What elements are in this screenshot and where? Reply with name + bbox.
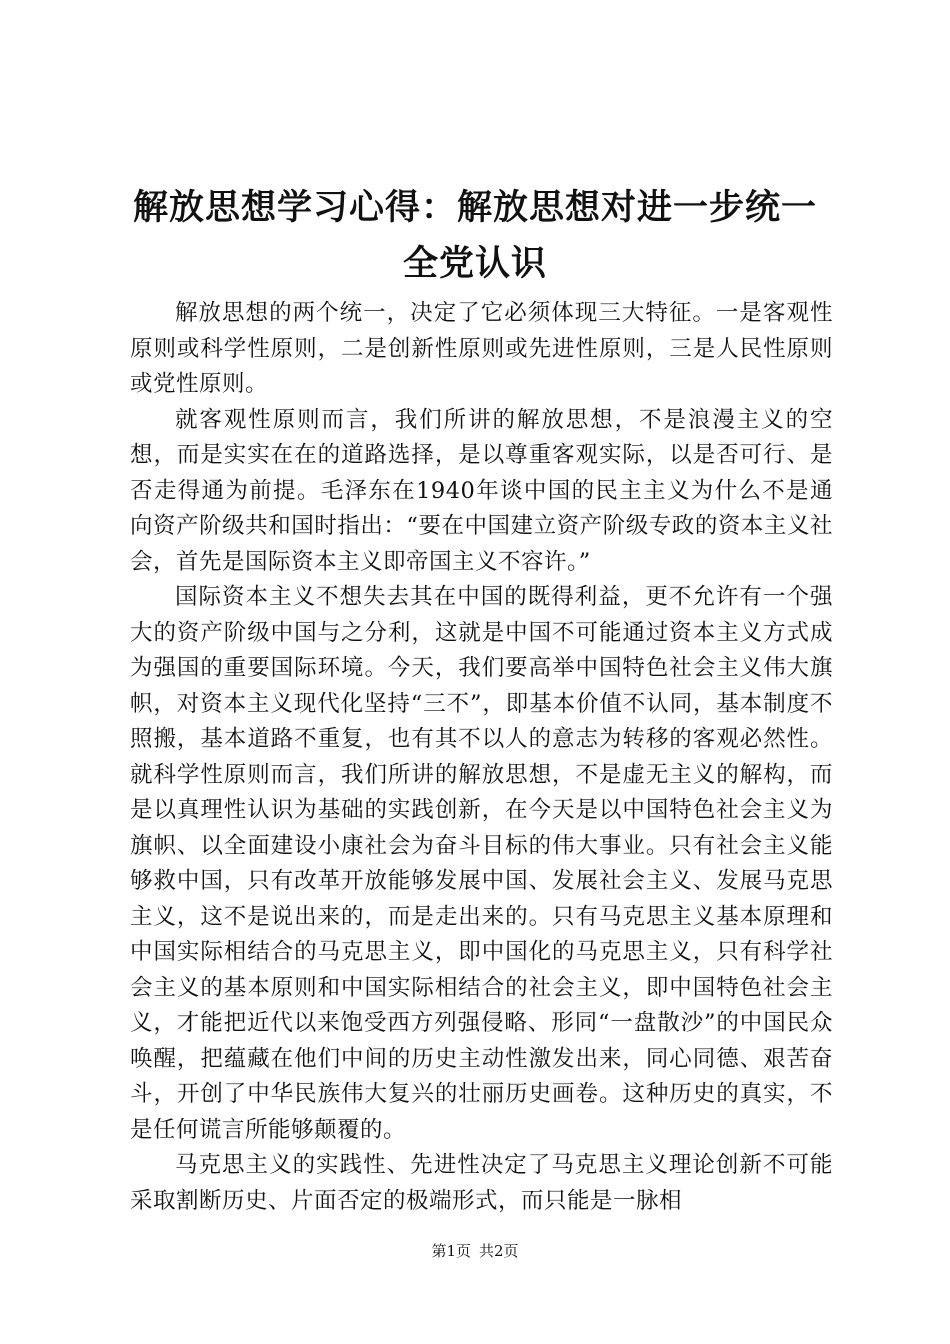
page-total: 共2页: [479, 1242, 519, 1260]
page-number: 第1页: [431, 1242, 471, 1260]
paragraph: 就客观性原则而言，我们所讲的解放思想，不是浪漫主义的空想，而是实实在在的道路选择，是以尊重客观实际，以是否可行、是否走得通为前提。毛泽东在1940年谈中国的民主主义为什么不是通向资产阶级共和国时指出：“要在中国建立资产阶级专政的资本主义社会，首先是国际资本主义即帝国主义不容许。”: [130, 406, 833, 575]
paragraph: 马克思主义的实践性、先进性决定了马克思主义理论创新不可能采取割断历史、片面否定的极端形式，而只能是一脉相: [130, 1152, 833, 1214]
paragraph: 国际资本主义不想失去其在中国的既得利益，更不允许有一个强大的资产阶级中国与之分利，这就是中国不可能通过资本主义方式成为强国的重要国际环境。今天，我们要高举中国特色社会主义伟大旗帜，对资本主义现代化坚持“三不”，即基本价值不认同，基本制度不照搬，基本道路不重复，也有其不以人的意志为转移的客观必然性。就科学性原则而言，我们所讲的解放思想，不是虚无主义的解构，而是以真理性认识为基础的实践创新，在今天是以中国特色社会主义为旗帜、以全面建设小康社会为奋斗目标的伟大事业。只有社会主义能够救中国，只有改革开放能够发展中国、发展社会主义、发展马克思主义，这不是说出来的，而是走出来的。只有马克思主义基本原理和中国实际相结合的马克思主义，即中国化的马克思主义，只有科学社会主义的基本原则和中国实际相结合的社会主义，即中国特色社会主义，才能把近代以来饱受西方列强侵略、形同“一盘散沙”的中国民众唤醒，把蕴藏在他们中间的历史主动性激发出来，同心同德、艰苦奋斗，开创了中华民族伟大复兴的壮丽历史画卷。这种历史的真实，不是任何谎言所能够颠覆的。: [130, 584, 833, 1143]
page-footer: [0, 1241, 950, 1261]
document-title: 解放思想学习心得：解放思想对进一步统一全党认识: [132, 188, 817, 284]
paragraph: 解放思想的两个统一，决定了它必须体现三大特征。一是客观性原则或科学性原则，二是创新性原则或先进性原则，三是人民性原则或党性原则。: [130, 300, 833, 397]
document-body: [130, 296, 833, 1219]
